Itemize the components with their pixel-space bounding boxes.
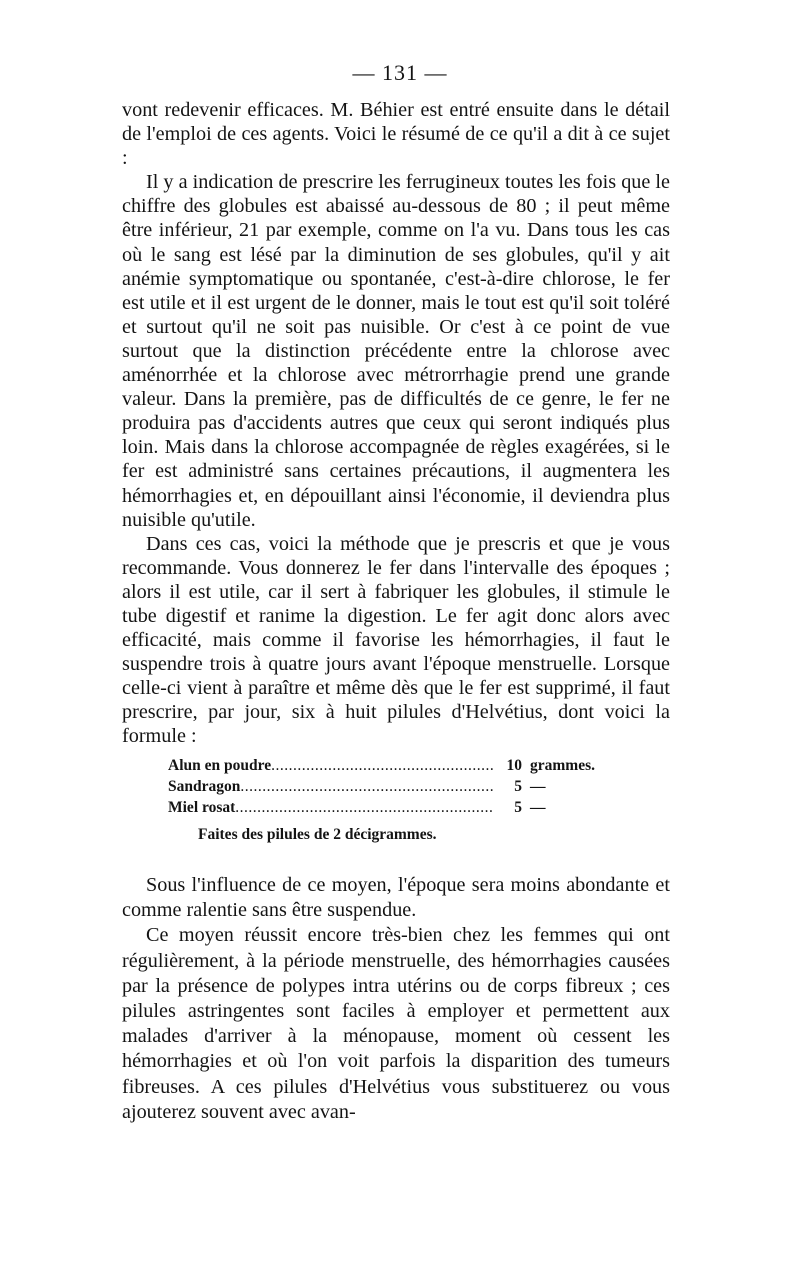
page-number: — 131 —: [352, 60, 448, 85]
ingredient-unit: —: [530, 778, 546, 795]
dot-leader: [240, 776, 494, 797]
ingredient-quantity: 5: [514, 799, 522, 816]
ingredient-name: Sandragon: [168, 778, 241, 795]
ingredient-name: Miel rosat: [168, 799, 236, 816]
ingredient-quantity: 5: [514, 778, 522, 795]
formula-row: [168, 797, 598, 818]
paragraph: vont redevenir efficaces. M. Béhier est entré ensuite dans le détail de l'emploi de ces agents. Voici le résumé de ce qu'il a dit à ce sujet :: [122, 99, 670, 170]
dot-leader: [235, 797, 494, 818]
paragraph: Il y a indication de prescrire les ferrugineux toutes les fois que le chiffre des globules est abaissé au-dessous de 80 ; il peut même être inférieur, 21 par exemple, comme on l'a vu. Dans tous les cas où le sang est lésé par la diminution de ses globules, qu'il y ait anémie symptomatique ou spontanée, c'est-à-dire chlorose, le fer est utile et il est urgent de le donner, mais le tout est qu'il soit toléré et surtout qu'il ne soit pas nuisible. Or c'est à ce point de vue surtout que la distinction précédente entre la chlorose avec aménorrhée et la chlorose avec métrorrhagie prend une grande valeur. Dans la première, pas de difficultés de ce genre, le fer ne produira pas d'accidents autres que ceux qui seront indiqués plus loin. Mais dans la chlorose accompagnée de règles exagérées, si le fer est administré sans certaines précautions, il augmentera les hémorrhagies et, en dépouillant ainsi l'économie, il deviendra plus nuisible qu'utile.: [122, 171, 670, 531]
paragraph: Sous l'influence de ce moyen, l'époque sera moins abondante et comme ralentie sans être suspendue.: [122, 874, 670, 922]
ingredient-unit: grammes.: [530, 757, 595, 774]
body-text-bottom: [122, 873, 670, 1125]
paragraph: Ce moyen réussit encore très-bien chez les femmes qui ont régulièrement, à la période menstruelle, des hémorrhagies causées par la présence de polypes intra utérins ou de corps fibreux ; ces pilules astringentes sont faciles à employer et permettent aux malades d'arriver à la ménopause, moment où cessent les hémorrhagies et où l'on voit parfois la disparition des tumeurs fibreuses. A ces pilules d'Helvétius vous substituerez ou vous ajouterez souvent avec avan-: [122, 924, 670, 1123]
formula-row: [168, 776, 598, 797]
formula-row: [168, 755, 598, 776]
ingredient-quantity: 10: [506, 757, 522, 774]
formula-table: [168, 755, 598, 818]
formula-note: Faites des pilules de 2 décigrammes.: [198, 826, 437, 843]
body-text-top: [122, 98, 670, 749]
ingredient-unit: —: [530, 799, 546, 816]
dot-leader: [271, 755, 494, 776]
ingredient-name: Alun en poudre: [168, 757, 272, 774]
paragraph: Dans ces cas, voici la méthode que je prescris et que je vous recommande. Vous donnerez le fer dans l'intervalle des époques ; alors il est utile, car il sert à fabriquer les globules, il stimule le tube digestif et ranime la digestion. Le fer agit donc alors avec efficacité, mais comme il favorise les hémorrhagies, il faut le suspendre trois à quatre jours avant l'époque menstruelle. Lorsque celle-ci vient à paraître et même dès que le fer est supprimé, il faut prescrire, par jour, six à huit pilules d'Helvétius, dont voici la formule :: [122, 532, 670, 748]
